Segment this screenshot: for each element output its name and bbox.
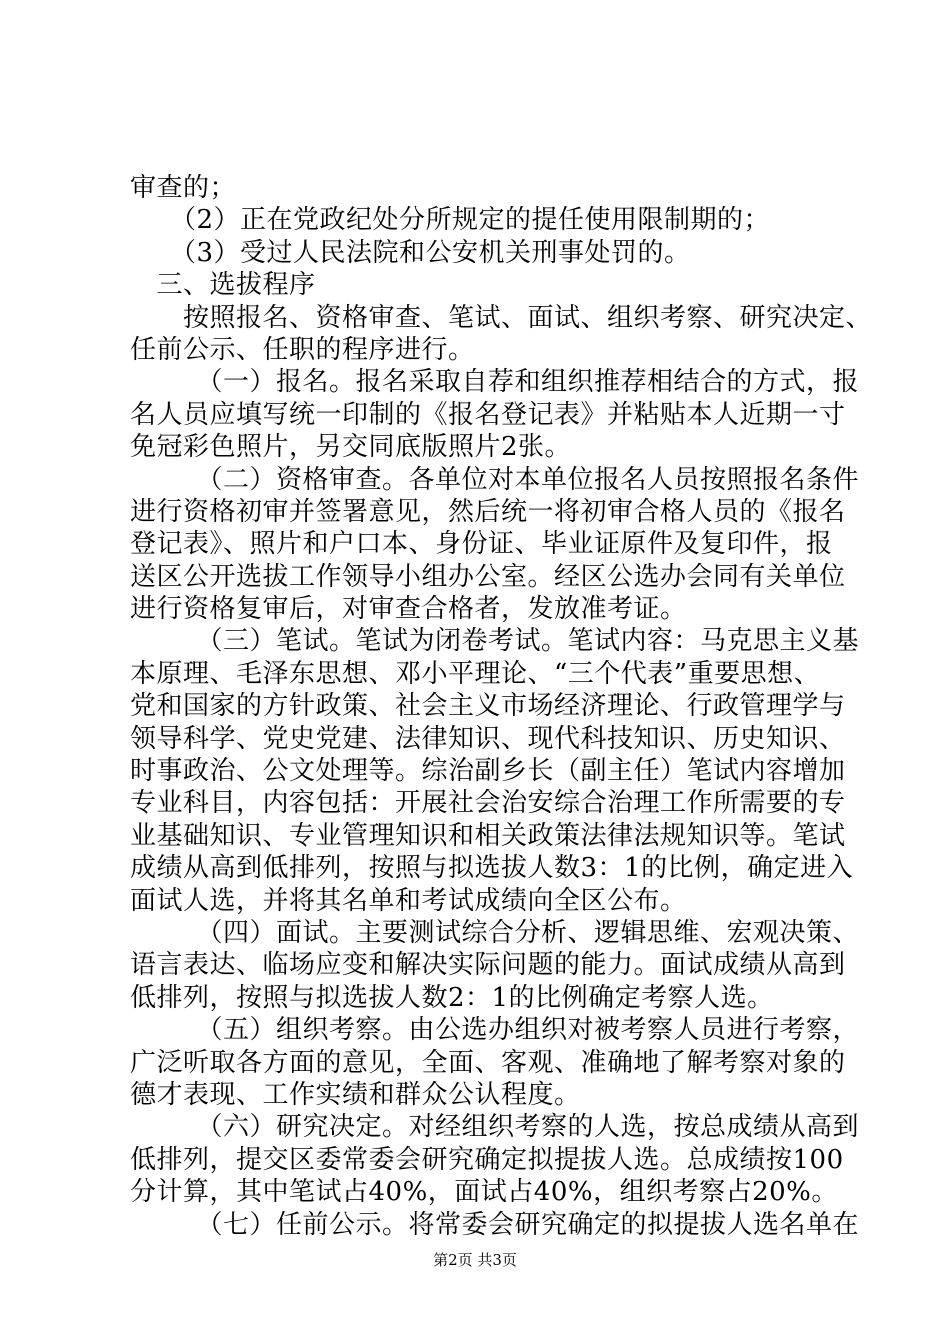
text-line: 进行资格复审后，对审查合格者，发放准考证。 [130,594,687,625]
section-heading: 三、选拔程序 [130,270,316,301]
text-line: （3）受过人民法院和公安机关刑事处罚的。 [130,237,691,268]
text-line: 成绩从高到低排列，按照与拟选拔人数3：1的比例，确定进入 [130,853,854,884]
text-line: 审查的； [130,173,237,203]
text-line: 面试人选，并将其名单和考试成绩向全区公布。 [130,885,687,916]
text-line: （五）组织考察。由公选办组织对被考察人员进行考察， [130,1015,860,1046]
text-line: 送区公开选拔工作领导小组办公室。经区公选办会同有关单位 [130,561,846,592]
text-line: （四）面试。主要测试综合分析、逻辑思维、宏观决策、 [130,917,860,948]
text-line: 名人员应填写统一印制的《报名登记表》并粘贴本人近期一寸 [130,399,846,430]
page-number-footer: 第2页 共3页 [433,1251,517,1269]
text-line: 任前公示、任职的程序进行。 [130,334,475,365]
text-line: 进行资格初审并签署意见，然后统一将初审合格人员的《报名 [130,496,846,527]
text-line: 分计算，其中笔试占40%，面试占40%，组织考察占20%。 [130,1177,838,1208]
text-line: 语言表达、临场应变和解决实际问题的能力。面试成绩从高到 [130,950,846,981]
text-line: 免冠彩色照片，另交同底版照片2张。 [130,432,572,463]
text-line: 领导科学、党史党建、法律知识、现代科技知识、历史知识、 [130,723,846,754]
text-line: 低排列，按照与拟选拔人数2：1的比例确定考察人选。 [130,982,774,1013]
text-line: （2）正在党政纪处分所规定的提任使用限制期的； [130,205,771,236]
text-line: 专业科目，内容包括：开展社会治安综合治理工作所需要的专 [130,788,846,819]
document-body [130,172,873,1241]
text-line: （六）研究决定。对经组织考察的人选，按总成绩从高到 [130,1112,860,1143]
text-line: 业基础知识、专业管理知识和相关政策法律法规知识等。笔试 [130,820,846,851]
text-line: 党和国家的方针政策、社会主义市场经济理论、行政管理学与 [130,691,846,722]
text-line: （七）任前公示。将常委会研究确定的拟提拔人选名单在 [130,1209,860,1240]
text-line: 登记表》、照片和户口本、身份证、毕业证原件及复印件，报 [130,529,833,560]
text-line: 广泛听取各方面的意见，全面、客观、准确地了解考察对象的 [130,1047,846,1078]
text-line: （二）资格审查。各单位对本单位报名人员按照报名条件 [130,464,860,495]
text-line: 低排列，提交区委常委会研究确定拟提拔人选。总成绩按100 [130,1144,844,1175]
text-line: 本原理、毛泽东思想、邓小平理论、“三个代表”重要思想、 [130,658,821,689]
text-line: 德才表现、工作实绩和群众公认程度。 [130,1079,581,1110]
text-line: 按照报名、资格审查、笔试、面试、组织考察、研究决定、 [130,302,873,333]
text-line: （一）报名。报名采取自荐和组织推荐相结合的方式，报 [130,367,860,398]
text-line: 时事政治、公文处理等。综治副乡长（副主任）笔试内容增加 [130,756,846,787]
text-line: （三）笔试。笔试为闭卷考试。笔试内容：马克思主义基 [130,626,860,657]
